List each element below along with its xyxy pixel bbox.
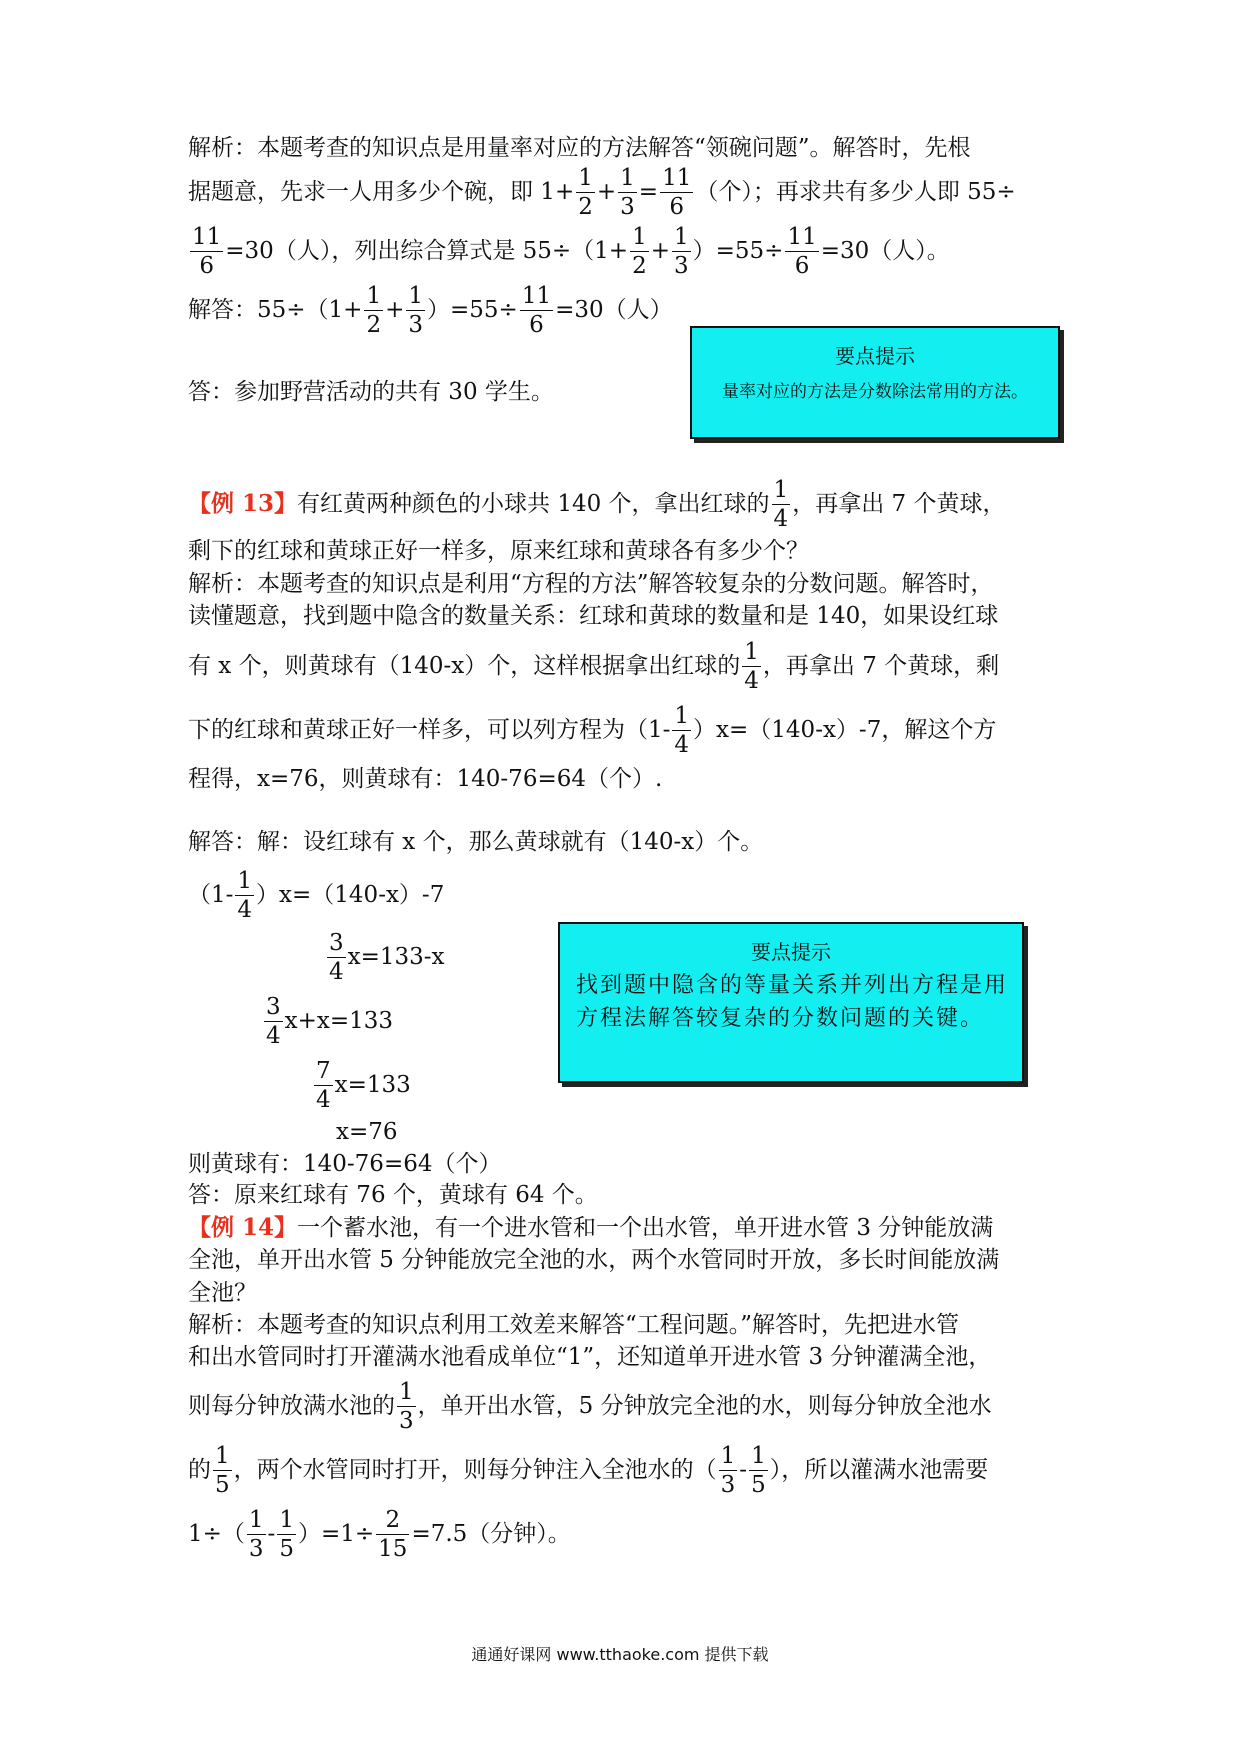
- example-label: 【例 14】: [188, 1214, 298, 1241]
- analysis-line: 下的红球和黄球正好一样多，可以列方程为（1- $\frac{1}{4}$ ）x=（140-x）-7，解这个方: [188, 703, 997, 758]
- fraction: $\frac{3}{4}$: [266, 994, 281, 1049]
- analysis-line: 解析：本题考查的知识点利用工效差来解答“工程问题。”解答时，先把进水管: [188, 1312, 960, 1338]
- analysis-line: 读懂题意，找到题中隐含的数量关系：红球和黄球的数量和是 140，如果设红球: [188, 603, 999, 629]
- analysis-line: 则每分钟放满水池的 $\frac{1}{3}$ ，单开出水管，5 分钟放完全池的水，则每分钟放全池水: [188, 1379, 992, 1434]
- tip-box: [558, 922, 1024, 1083]
- fraction: $\frac{11}{6}$: [192, 224, 222, 279]
- fraction: $\frac{1}{3}$: [720, 1443, 736, 1498]
- example-14-question: 全池？: [188, 1280, 257, 1306]
- fraction: $\frac{3}{4}$: [329, 930, 344, 985]
- fraction: $\frac{1}{2}$: [632, 224, 647, 279]
- analysis-line: 有 x 个，则黄球有（140-x）个，这样根据拿出红球的 $\frac{1}{4}$ ，再拿出 7 个黄球，剩: [188, 639, 1000, 694]
- tip-title: 要点提示: [835, 344, 915, 368]
- solution-step: $\frac{3}{4}$ x+x=133: [266, 994, 394, 1049]
- solution-step: （1- $\frac{1}{4}$ ）x=（140-x）-7: [188, 868, 445, 923]
- tip-body: 找到题中隐含的等量关系并列出方程是用方程法解答较复杂的分数问题的关键。: [576, 973, 1009, 1031]
- tip-body: 量率对应的方法是分数除法常用的方法。: [722, 382, 1028, 402]
- fraction: $\frac{1}{3}$: [408, 283, 424, 338]
- fraction: $\frac{7}{4}$: [316, 1058, 331, 1113]
- fraction: $\frac{1}{3}$: [399, 1379, 414, 1434]
- fraction: $\frac{11}{6}$: [521, 283, 552, 338]
- fraction: $\frac{11}{6}$: [787, 224, 817, 279]
- fraction: $\frac{11}{6}$: [662, 165, 692, 220]
- fraction: $\frac{1}{5}$: [751, 1443, 766, 1498]
- fraction: $\frac{1}{5}$: [215, 1443, 230, 1498]
- fraction: $\frac{1}{4}$: [237, 868, 253, 923]
- solution-line: 则黄球有：140-76=64（个）: [188, 1151, 502, 1177]
- answer-line: 解答：55÷（1+ $\frac{1}{2}$ + $\frac{1}{3}$ ）=55÷ $\frac{11}{6}$ =30（人）: [188, 283, 673, 338]
- solution-step: $\frac{3}{4}$ x=133-x: [329, 930, 445, 985]
- fraction: $\frac{1}{2}$: [578, 165, 593, 220]
- example-13-question: 【例 13】有红黄两种颜色的小球共 140 个，拿出红球的 $\frac{1}{4}$ ，再拿出 7 个黄球，: [188, 477, 1006, 532]
- final-answer: 答：参加野营活动的共有 30 学生。: [188, 379, 554, 405]
- fraction: $\frac{2}{15}$: [378, 1507, 408, 1562]
- analysis-line: 解析：本题考查的知识点是利用“方程的方法”解答较复杂的分数问题。解答时，: [188, 571, 994, 597]
- solution-step: x=76: [336, 1119, 398, 1145]
- analysis-line: 解析：本题考查的知识点是用量率对应的方法解答“领碗问题”。解答时，先根: [188, 135, 971, 161]
- analysis-line: 的 $\frac{1}{5}$ ，两个水管同时打开，则每分钟注入全池水的（ $\frac{1}{3}$ - $\frac{1}{5}$ ），所以灌满水池需要: [188, 1443, 989, 1498]
- solution-step: $\frac{7}{4}$ x=133: [316, 1058, 411, 1113]
- solution-line: 解答：解：设红球有 x 个，那么黄球就有（140-x）个。: [188, 829, 764, 855]
- fraction: $\frac{1}{5}$: [279, 1507, 294, 1562]
- final-answer: 答：原来红球有 76 个，黄球有 64 个。: [188, 1182, 598, 1208]
- tip-box: [690, 326, 1060, 439]
- example-13-question: 剩下的红球和黄球正好一样多，原来红球和黄球各有多少个？: [188, 538, 809, 564]
- tip-title: 要点提示: [751, 940, 831, 964]
- analysis-line: $\frac{11}{6}$ =30（人），列出综合算式是 55÷（1+ $\frac{1}{2}$ + $\frac{1}{3}$ ）=55÷ $\frac{11}{6}$ =30（人）。: [192, 224, 950, 279]
- analysis-line: 据题意，先求一人用多少个碗，即 1+ $\frac{1}{2}$ + $\frac{1}{3}$ = $\frac{11}{6}$ （个）；再求共有多少人即 55÷: [188, 165, 1016, 220]
- analysis-line: 1÷（ $\frac{1}{3}$ - $\frac{1}{5}$ ）=1÷ $\frac{2}{15}$ =7.5（分钟）。: [188, 1507, 571, 1562]
- fraction: $\frac{1}{4}$: [744, 639, 759, 694]
- fraction: $\frac{1}{4}$: [773, 477, 789, 532]
- fraction: $\frac{1}{3}$: [248, 1507, 264, 1562]
- example-label: 【例 13】: [188, 490, 298, 517]
- example-14-question: 全池，单开出水管 5 分钟能放完全池的水，两个水管同时开放，多长时间能放满: [188, 1247, 1000, 1273]
- page-footer: 通通好课网 www.tthaoke.com 提供下载: [471, 1645, 769, 1664]
- example-14-question: 【例 14】一个蓄水池，有一个进水管和一个出水管，单开进水管 3 分钟能放满: [188, 1214, 994, 1241]
- fraction: $\frac{1}{2}$: [366, 283, 382, 338]
- fraction: $\frac{1}{3}$: [674, 224, 689, 279]
- analysis-line: 和出水管同时打开灌满水池看成单位“1”，还知道单开进水管 3 分钟灌满全池，: [188, 1344, 992, 1370]
- analysis-line: 程得，x=76，则黄球有：140-76=64（个）.: [188, 766, 663, 792]
- fraction: $\frac{1}{3}$: [620, 165, 635, 220]
- fraction: $\frac{1}{4}$: [674, 703, 690, 758]
